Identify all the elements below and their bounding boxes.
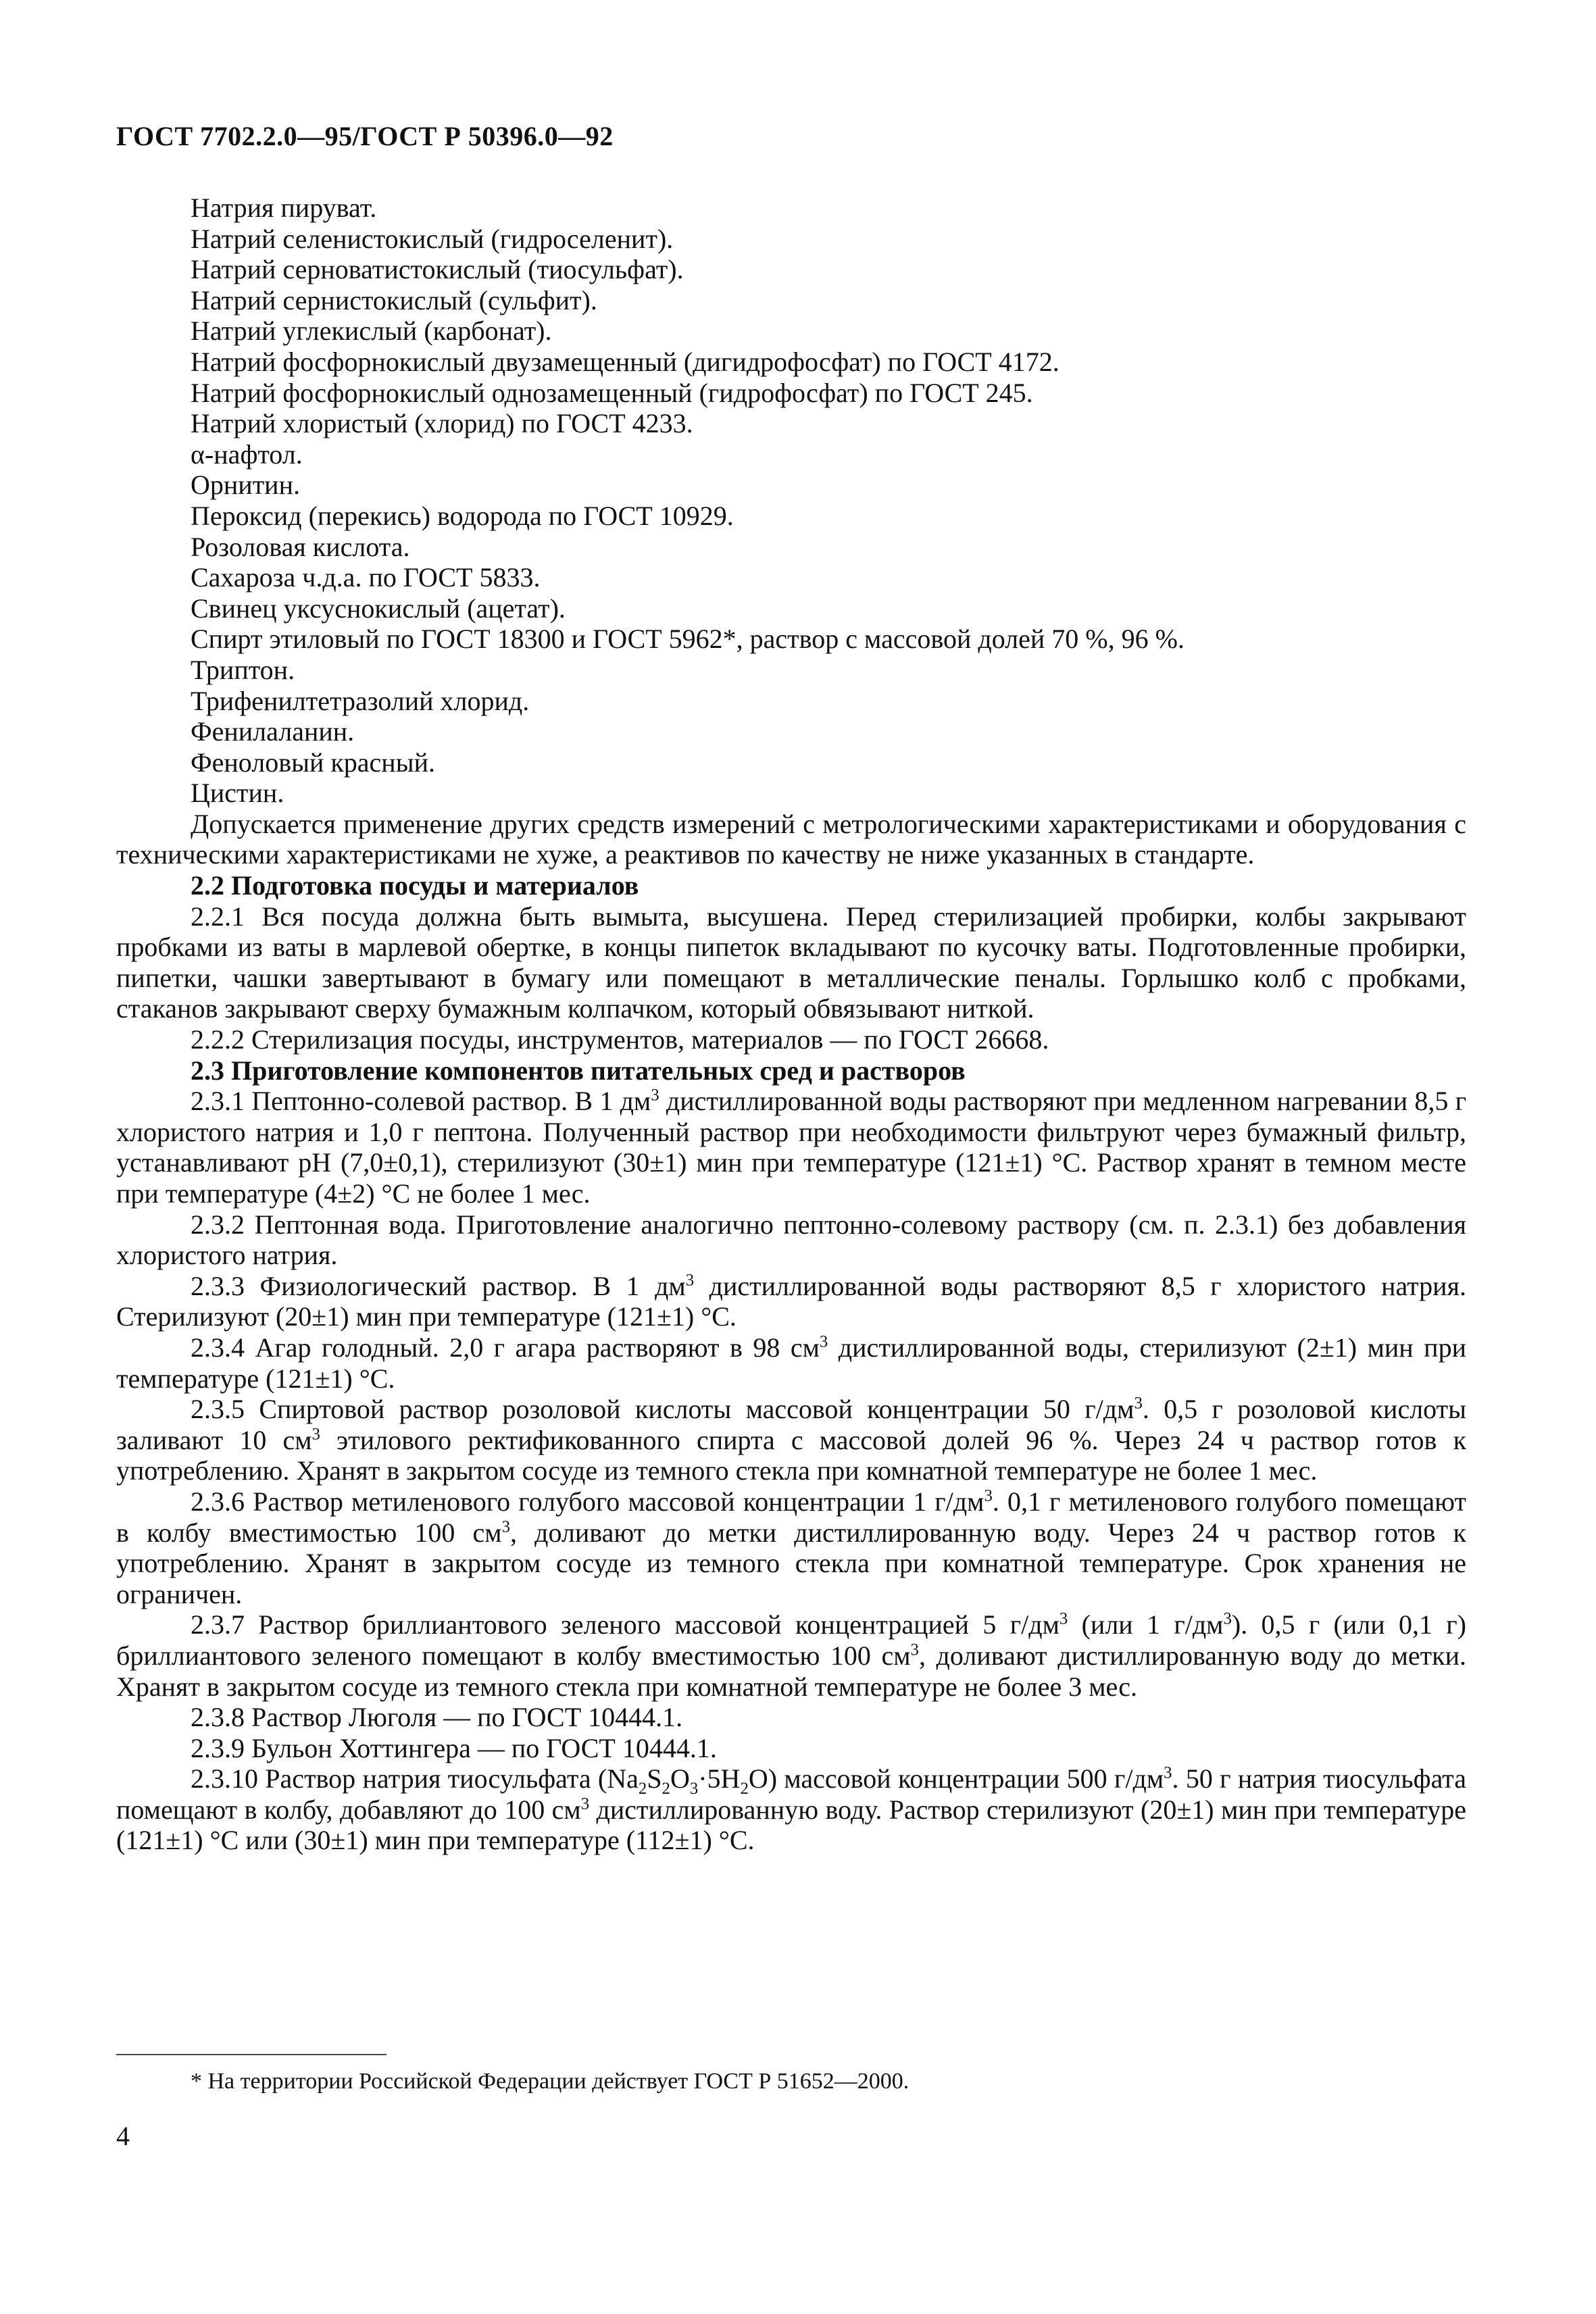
reagent-item: Орнитин.: [191, 470, 300, 501]
reagent-item: Розоловая кислота.: [191, 531, 410, 562]
reagent-item: Свинец уксуснокислый (ацетат).: [191, 593, 566, 624]
page-number: 4: [116, 2121, 130, 2151]
paragraph-2-3-1: 2.3.1 Пептонно-солевой раствор. В 1 $дм^3$ дистиллированной воды растворяют при медленном нагревании 8,5 г хлористого натрия и 1,0 г пептона. Полученный раствор при необходимости фильтруют через бумажный фильтр, устанавливают pH (7,0±0,1), стерилизуют (30±1) мин при температуре (121±1) °С. Раствор хранят в темном месте при температуре (4±2) °С не более 1 мес.: [116, 1086, 1467, 1209]
paragraph-2-3-8: 2.3.8 Раствор Люголя — по ГОСТ 10444.1.: [191, 1702, 683, 1733]
reagent-item: Натрий селенистокислый (гидроселенит).: [191, 223, 674, 254]
paragraph-2-3-4: 2.3.4 Агар голодный. 2,0 г агара растворяют в 98 $см^3$ дистиллированной воды, стерилизуют (2±1) мин при температуре (121±1) °С.: [116, 1332, 1466, 1394]
reagent-item: Натрий сернистокислый (сульфит).: [191, 284, 597, 316]
reagent-item: Фенилаланин.: [191, 716, 355, 747]
reagent-item: Натрия пируват.: [191, 193, 377, 223]
reagent-item: Натрий серноватистокислый (тиосульфат).: [191, 254, 684, 285]
paragraph-2-3-6: 2.3.6 Раствор метиленового голубого массовой концентрации 1 $г/дм^3$. 0,1 г метиленового голубого помещают в колбу вместимостью 100 $см^3$, доливают до метки дистиллированную воду. Через 24 ч раствор готов к употреблению. Хранят в закрытом сосуде из темного стекла при комнатной температуре. Срок хранения не ограничен.: [116, 1486, 1467, 1609]
reagent-item: Триптон.: [191, 654, 295, 685]
paragraph-2-2-1: 2.2.1 Вся посуда должна быть вымыта, высушена. Перед стерилизацией пробирки, колбы закрывают пробками из ваты в марлевой обертке, в концы пипеток вкладывают по кусочку ваты. Подготовленные пробирки, пипетки, чашки завертывают в бумагу или помещают в металлические пеналы. Горлышко колб с пробками, стаканов закрывают сверху бумажным колпачком, который обвязывают ниткой.: [116, 901, 1466, 1024]
reagent-item: α-нафтол.: [191, 438, 303, 470]
reagent-item: Натрий углекислый (карбонат).: [191, 316, 552, 347]
reagent-item: Сахароза ч.д.а. по ГОСТ 5833.: [191, 562, 541, 593]
reagent-item: Спирт этиловый по ГОСТ 18300 и ГОСТ 5962*, раствор с массовой долей 70 %, 96 %.: [191, 624, 1184, 655]
paragraph-2-3-5: 2.3.5 Спиртовой раствор розоловой кислоты массовой концентрации 50 $г/дм^3$. 0,5 г розоловой кислоты заливают 10 $см^3$ этилового ректификованного спирта с массовой долей 96 %. Через 24 ч раствор готов к употреблению. Хранят в закрытом сосуде из темного стекла при комнатной температуре не более 1 мес.: [116, 1394, 1467, 1486]
reagent-item: Трифенилтетразолий хлорид.: [191, 685, 530, 716]
paragraph-2-3-2: 2.3.2 Пептонная вода. Приготовление аналогично пептонно-солевому раствору (см. п. 2.3.1) без добавления хлористого натрия.: [116, 1209, 1466, 1271]
reagent-item: Пероксид (перекись) водорода по ГОСТ 10929.: [191, 500, 734, 531]
reagent-item: Натрий фосфорнокислый двузамещенный (дигидрофосфат) по ГОСТ 4172.: [191, 346, 1059, 377]
paragraph-2-2-2: 2.2.2 Стерилизация посуды, инструментов, материалов — по ГОСТ 26668.: [191, 1024, 1049, 1055]
paragraph-2-3-7: 2.3.7 Раствор бриллиантового зеленого массовой концентрацией 5 $г/дм^3$ (или 1 $г/дм^3$). 0,5 г (или 0,1 г) бриллиантового зеленого помещают в колбу вместимостью 100 $см^3$, доливают дистиллированную воду до метки. Хранят в закрытом сосуде из темного стекла при комнатной температуре не более 3 мес.: [116, 1609, 1466, 1702]
footnote: * На территории Российской Федерации действует ГОСТ Р 51652—2000.: [191, 2069, 909, 2094]
paragraph-2-3-9: 2.3.9 Бульон Хоттингера — по ГОСТ 10444.1.: [191, 1732, 717, 1763]
reagent-item: Натрий фосфорнокислый однозамещенный (гидрофосфат) по ГОСТ 245.: [191, 377, 1033, 408]
paragraph-2-3-3: 2.3.3 Физиологический раствор. В 1 $дм^3$ дистиллированной воды растворяют 8,5 г хлористого натрия. Стерилизуют (20±1) мин при температуре (121±1) °С.: [116, 1270, 1466, 1332]
paragraph-2-3-10: 2.3.10 Раствор натрия тиосульфата $(Na_2S_2O_3\cdot 5H_2O)$ массовой концентрации 500 $г/дм^3$. 50 г натрия тиосульфата помещают в колбу, добавляют до 100 $см^3$ дистиллированную воду. Раствор стерилизуют (20±1) мин при температуре (121±1) °С или (30±1) мин при температуре (112±1) °С.: [116, 1763, 1467, 1856]
allowance-paragraph: Допускается применение других средств измерений с метрологическими характеристиками и оборудования с техническими характеристиками не хуже, а реактивов по качеству не ниже указанных в стандарте.: [116, 808, 1466, 870]
reagent-item: Цистин.: [191, 778, 284, 809]
reagent-item: Феноловый красный.: [191, 747, 435, 778]
footnote-divider: [116, 2054, 386, 2055]
document-body: [116, 193, 1466, 1856]
section-heading-2-2: 2.2 Подготовка посуды и материалов: [191, 870, 639, 901]
reagent-item: Натрий хлористый (хлорид) по ГОСТ 4233.: [191, 408, 693, 439]
section-heading-2-3: 2.3 Приготовление компонентов питательных сред и растворов: [191, 1055, 966, 1086]
page-header-standard: ГОСТ 7702.2.0—95/ГОСТ Р 50396.0—92: [116, 121, 614, 151]
